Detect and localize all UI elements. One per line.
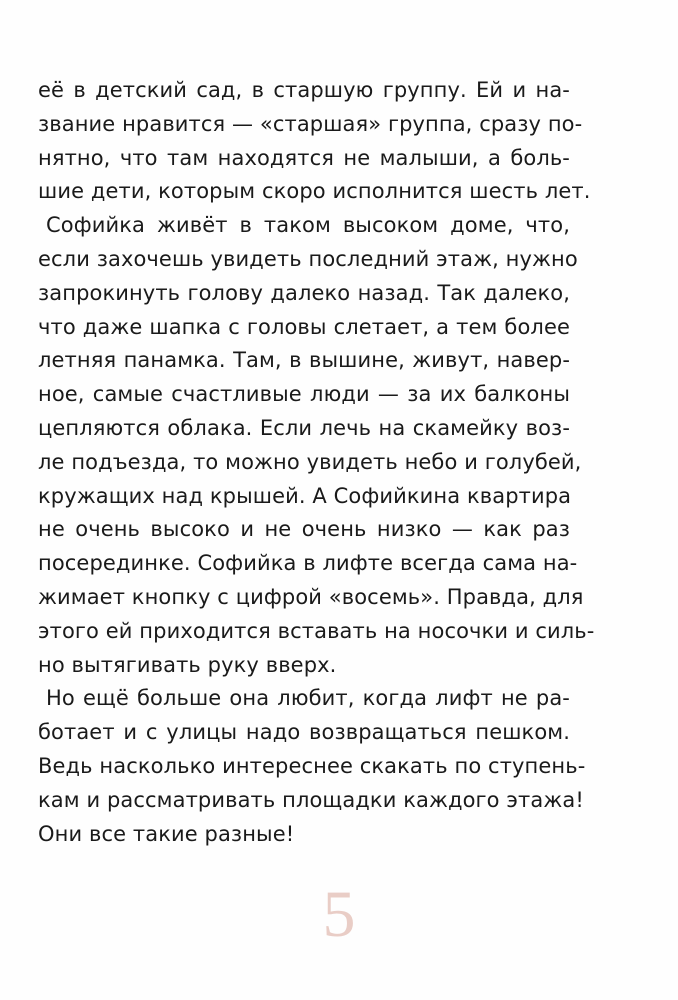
text-line: но вытягивать руку вверх.	[38, 652, 337, 677]
text-line: Они все такие разные!	[38, 821, 295, 846]
text-line: цепляются облака. Если лечь на скамейку воз-	[38, 415, 570, 440]
paragraph-first-line: Но ещё больше она любит, когда лифт не ра-	[46, 686, 570, 711]
body-text	[38, 74, 595, 851]
text-line: её в детский сад, в старшую группу. Ей и на-	[38, 78, 570, 102]
text-line: не очень высоко и не очень низко — как раз	[38, 517, 570, 542]
text-line: запрокинуть голову далеко назад. Так далеко,	[38, 280, 570, 305]
text-line: посерединке. Софийка в лифте всегда сама на-	[38, 551, 578, 576]
text-line: кружащих над крышей. А Софийкина квартира	[38, 483, 572, 508]
text-line: ботает и с улицы надо возвращаться пешком.	[38, 720, 570, 745]
text-line: Ведь насколько интереснее скакать по ступень-	[38, 753, 586, 778]
text-line: летняя панамка. Там, в вышине, живут, навер-	[38, 348, 570, 373]
text-line: жимает кнопку с цифрой «восемь». Правда, для	[38, 584, 584, 609]
text-line: ле подъезда, то можно увидеть небо и голубей,	[38, 449, 582, 474]
text-line: звание нравится — «старшая» группа, сразу по-	[38, 111, 583, 136]
page-number: 5	[322, 878, 356, 951]
paragraph-first-line: Софийка живёт в таком высоком доме, что,	[46, 213, 570, 238]
text-line: этого ей приходится вставать на носочки и силь-	[38, 618, 595, 643]
text-line: шие дети, которым скоро исполнится шесть лет.	[38, 179, 591, 204]
text-line: кам и рассматривать площадки каждого этажа!	[38, 787, 584, 812]
text-line: если захочешь увидеть последний этаж, нужно	[38, 246, 578, 271]
text-line: что даже шапка с головы слетает, а тем более	[38, 314, 570, 339]
text-line: ное, самые счастливые люди — за их балконы	[38, 382, 570, 407]
text-line: нятно, что там находятся не малыши, а боль-	[38, 145, 570, 170]
